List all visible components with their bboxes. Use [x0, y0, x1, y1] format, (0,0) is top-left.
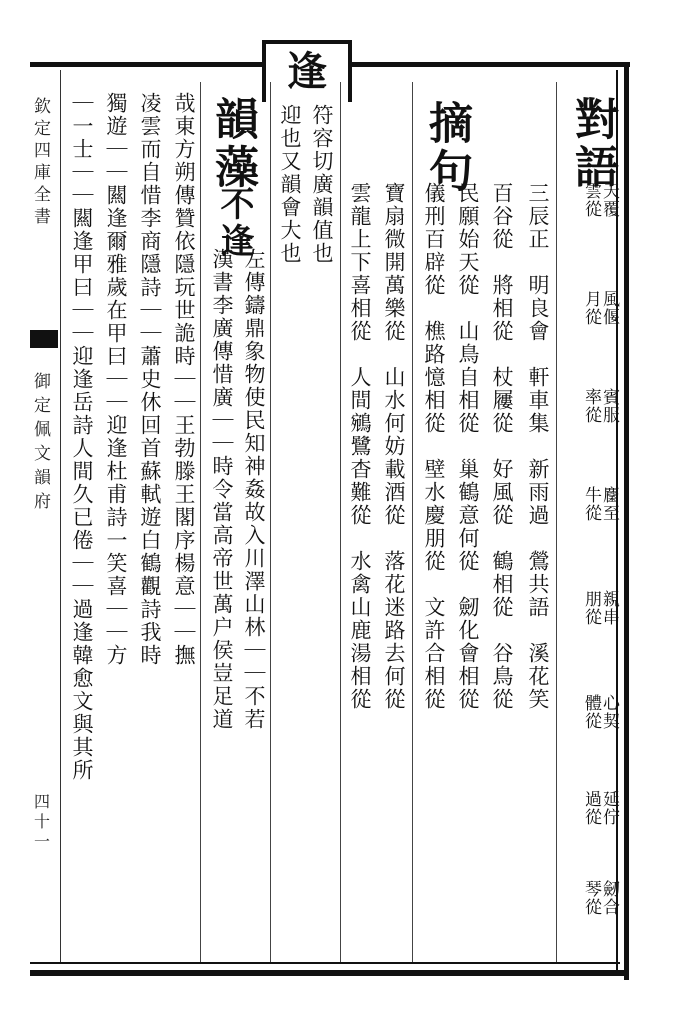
duiyu-pair-top: 天覆 — [599, 182, 619, 218]
duiyu-column: 百谷從 將相從 杖屨從 好風從 鶴相從 谷鳥從 — [490, 182, 514, 711]
frame-top-rule-right — [346, 62, 630, 67]
yunzao-column: 左傳鑄鼎象物使民知神姦故入川澤山林｜｜不若 — [242, 248, 266, 731]
duiyu-pair-bottom: 體從 — [581, 694, 601, 730]
duiyu-pair-bottom: 朋從 — [581, 590, 601, 626]
yunzao-entry-term: 不逢 — [214, 186, 254, 260]
column-separator — [270, 82, 271, 962]
duiyu-pair-bottom: 月從 — [581, 290, 601, 326]
duiyu-pair — [582, 790, 618, 826]
duiyu-pair-bottom: 牛從 — [581, 486, 601, 522]
duiyu-pair — [582, 182, 618, 218]
duiyu-pair-top: 劒合 — [599, 880, 619, 916]
yunzao-column: 漢書李廣傳惜廣｜｜時令當高帝世萬户侯豈足道 — [210, 248, 234, 731]
yunzao-column: 獨遊｜｜闗逢爾雅歲在甲曰｜｜迎逢杜甫詩一笑喜｜｜方 — [104, 92, 128, 667]
duiyu-pair-bottom: 琴從 — [581, 880, 601, 916]
zhaiju-column: 民願始天從 山鳥自相從 巢鶴意何從 劒化會相從 — [456, 182, 480, 711]
frame-bottom-inner-rule — [30, 962, 620, 964]
column-separator — [412, 82, 413, 962]
yunzao-column: ｜一士｜｜闗逢甲曰｜｜迎逢岳詩人間久已倦｜｜過逢韓愈文與其所 — [70, 92, 94, 782]
duiyu-pair — [582, 290, 618, 326]
zhaiju-column: 雲龍上下喜相從 人間鵷鷺杳難從 水禽山鹿湯相從 — [348, 182, 372, 711]
duiyu-pair-top: 心契 — [599, 694, 619, 730]
feng-definition-column: 迎也又韻會大也 — [278, 104, 302, 265]
margin-folio-number: 四十一 — [34, 792, 51, 851]
duiyu-pair-top: 親串 — [599, 590, 619, 626]
duiyu-pair-top: 延佇 — [599, 790, 619, 826]
duiyu-column: 三辰正 明良會 軒車集 新雨過 鶯共語 溪花笑 — [526, 182, 550, 711]
title-tab — [262, 40, 352, 102]
duiyu-pair — [582, 694, 618, 730]
duiyu-pair — [582, 880, 618, 916]
column-separator — [340, 82, 341, 962]
zhaiju-column: 儀刑百辟從 樵路憶相從 壁水慶朋從 文許合相從 — [422, 182, 446, 711]
duiyu-pair-top: 風偃 — [599, 290, 619, 326]
duiyu-pair — [582, 486, 618, 522]
duiyu-pair-bottom: 過從 — [581, 790, 601, 826]
duiyu-pair-bottom: 雲從 — [581, 182, 601, 218]
margin-source-text: 欽定四庫全書 — [34, 97, 51, 227]
duiyu-pair-top: 麕至 — [599, 486, 619, 522]
zhaiju-column: 寶扇微開萬樂從 山水何妨載酒從 落花迷路去何從 — [382, 182, 406, 711]
duiyu-pair-top: 賓服 — [599, 388, 619, 424]
yunzao-column: 哉東方朔傳贊依隱玩世詭時｜｜王勃滕王閣序楊意｜｜撫 — [172, 92, 196, 667]
frame-right-rule — [624, 62, 629, 980]
frame-bottom-rule — [30, 970, 629, 976]
margin-fishtail-mark — [30, 330, 58, 348]
section-heading-yunzao: 韻藻 — [207, 96, 258, 192]
duiyu-pair — [582, 388, 618, 424]
column-separator — [556, 82, 557, 962]
column-separator — [200, 82, 201, 962]
duiyu-pair — [582, 590, 618, 626]
section-heading-zhaiju: 摘句 — [421, 100, 472, 196]
yunzao-column: 凌雲而自惜李商隱詩｜｜蕭史休回首蘇軾遊白鶴觀詩我時 — [138, 92, 162, 667]
title-tab-label: 逢 — [287, 48, 327, 95]
margin-book-title: 御定佩文韻府 — [34, 372, 51, 512]
frame-top-rule-left — [30, 62, 262, 67]
feng-definition-column: 符容切廣韻值也 — [310, 104, 334, 265]
section-heading-duiyu: 對語 — [567, 96, 618, 192]
duiyu-pair-bottom: 率從 — [581, 388, 601, 424]
